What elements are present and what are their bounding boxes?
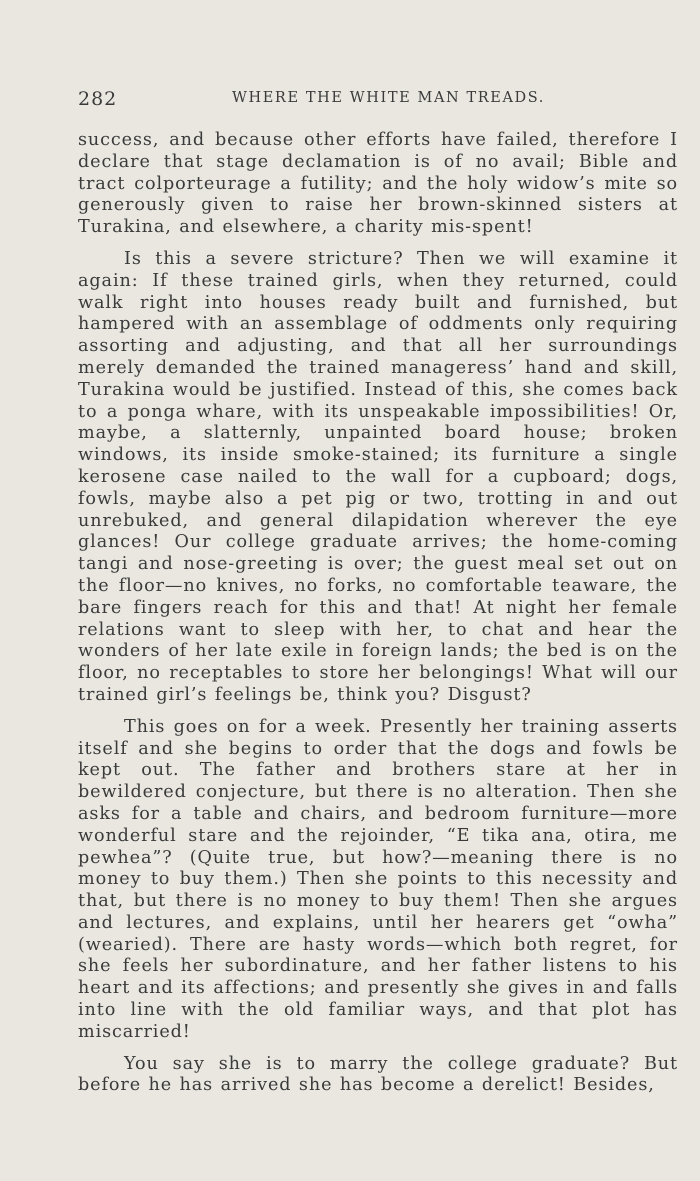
running-head: WHERE THE WHITE MAN TREADS. <box>232 90 546 106</box>
page-number: 282 <box>78 88 118 110</box>
paragraph: Is this a severe stricture? Then we will examine it again: If these trained girls, when they returned, could walk right into houses ready built and furnished, but hampered with an assemblage of oddments only requiring assorting and adjusting, and that all her surroundings merely demanded the trained manageress’ hand and skill, Turakina would be justified. Instead of this, she comes back to a ponga whare, with its unspeakable impossibilities! Or, maybe, a slatternly, unpainted board house; broken windows, its inside smoke-stained; its furniture a single kerosene case nailed to the wall for a cupboard; dogs, fowls, maybe also a pet pig or two, trotting in and out unrebuked, and general dilapidation wherever the eye glances! Our college graduate arrives; the home-coming tangi and nose-greeting is over; the guest meal set out on the floor—no knives, no forks, no comfortable teaware, the bare fingers reach for this and that! At night her female relations want to sleep with her, to chat and hear the wonders of her late exile in foreign lands; the bed is on the floor, no receptables to store her belongings! What will our trained girl’s feelings be, think you? Disgust? <box>78 248 678 705</box>
page-header <box>78 88 678 116</box>
paragraph-continued: success, and because other efforts have failed, therefore I declare that stage declamation is of no avail; Bible and tract colporteurage a futility; and the holy widow’s mite so generously given to raise her brown-skinned sisters at Turakina, and elsewhere, a charity mis-spent! <box>78 130 678 238</box>
paragraph: This goes on for a week. Presently her training asserts itself and she begins to order that the dogs and fowls be kept out. The father and brothers stare at her in bewildered conjecture, but there is no alteration. Then she asks for a table and chairs, and bedroom furniture—more wonderful stare and the rejoinder, “E tika ana, otira, me pewhea”? (Quite true, but how?—meaning there is no money to buy them.) Then she points to this necessity and that, but there is no money to buy them! Then she argues and lectures, and explains, until her hearers get “owha” (wearied). There are hasty words—which both regret, for she feels her subordinature, and her father listens to his heart and its affections; and presently she gives in and falls into line with the old familiar ways, and that plot has miscarried! <box>78 716 678 1042</box>
body-text <box>78 130 678 1097</box>
paragraph: You say she is to marry the college graduate? But before he has arrived she has become a derelict! Besides, <box>78 1053 678 1096</box>
